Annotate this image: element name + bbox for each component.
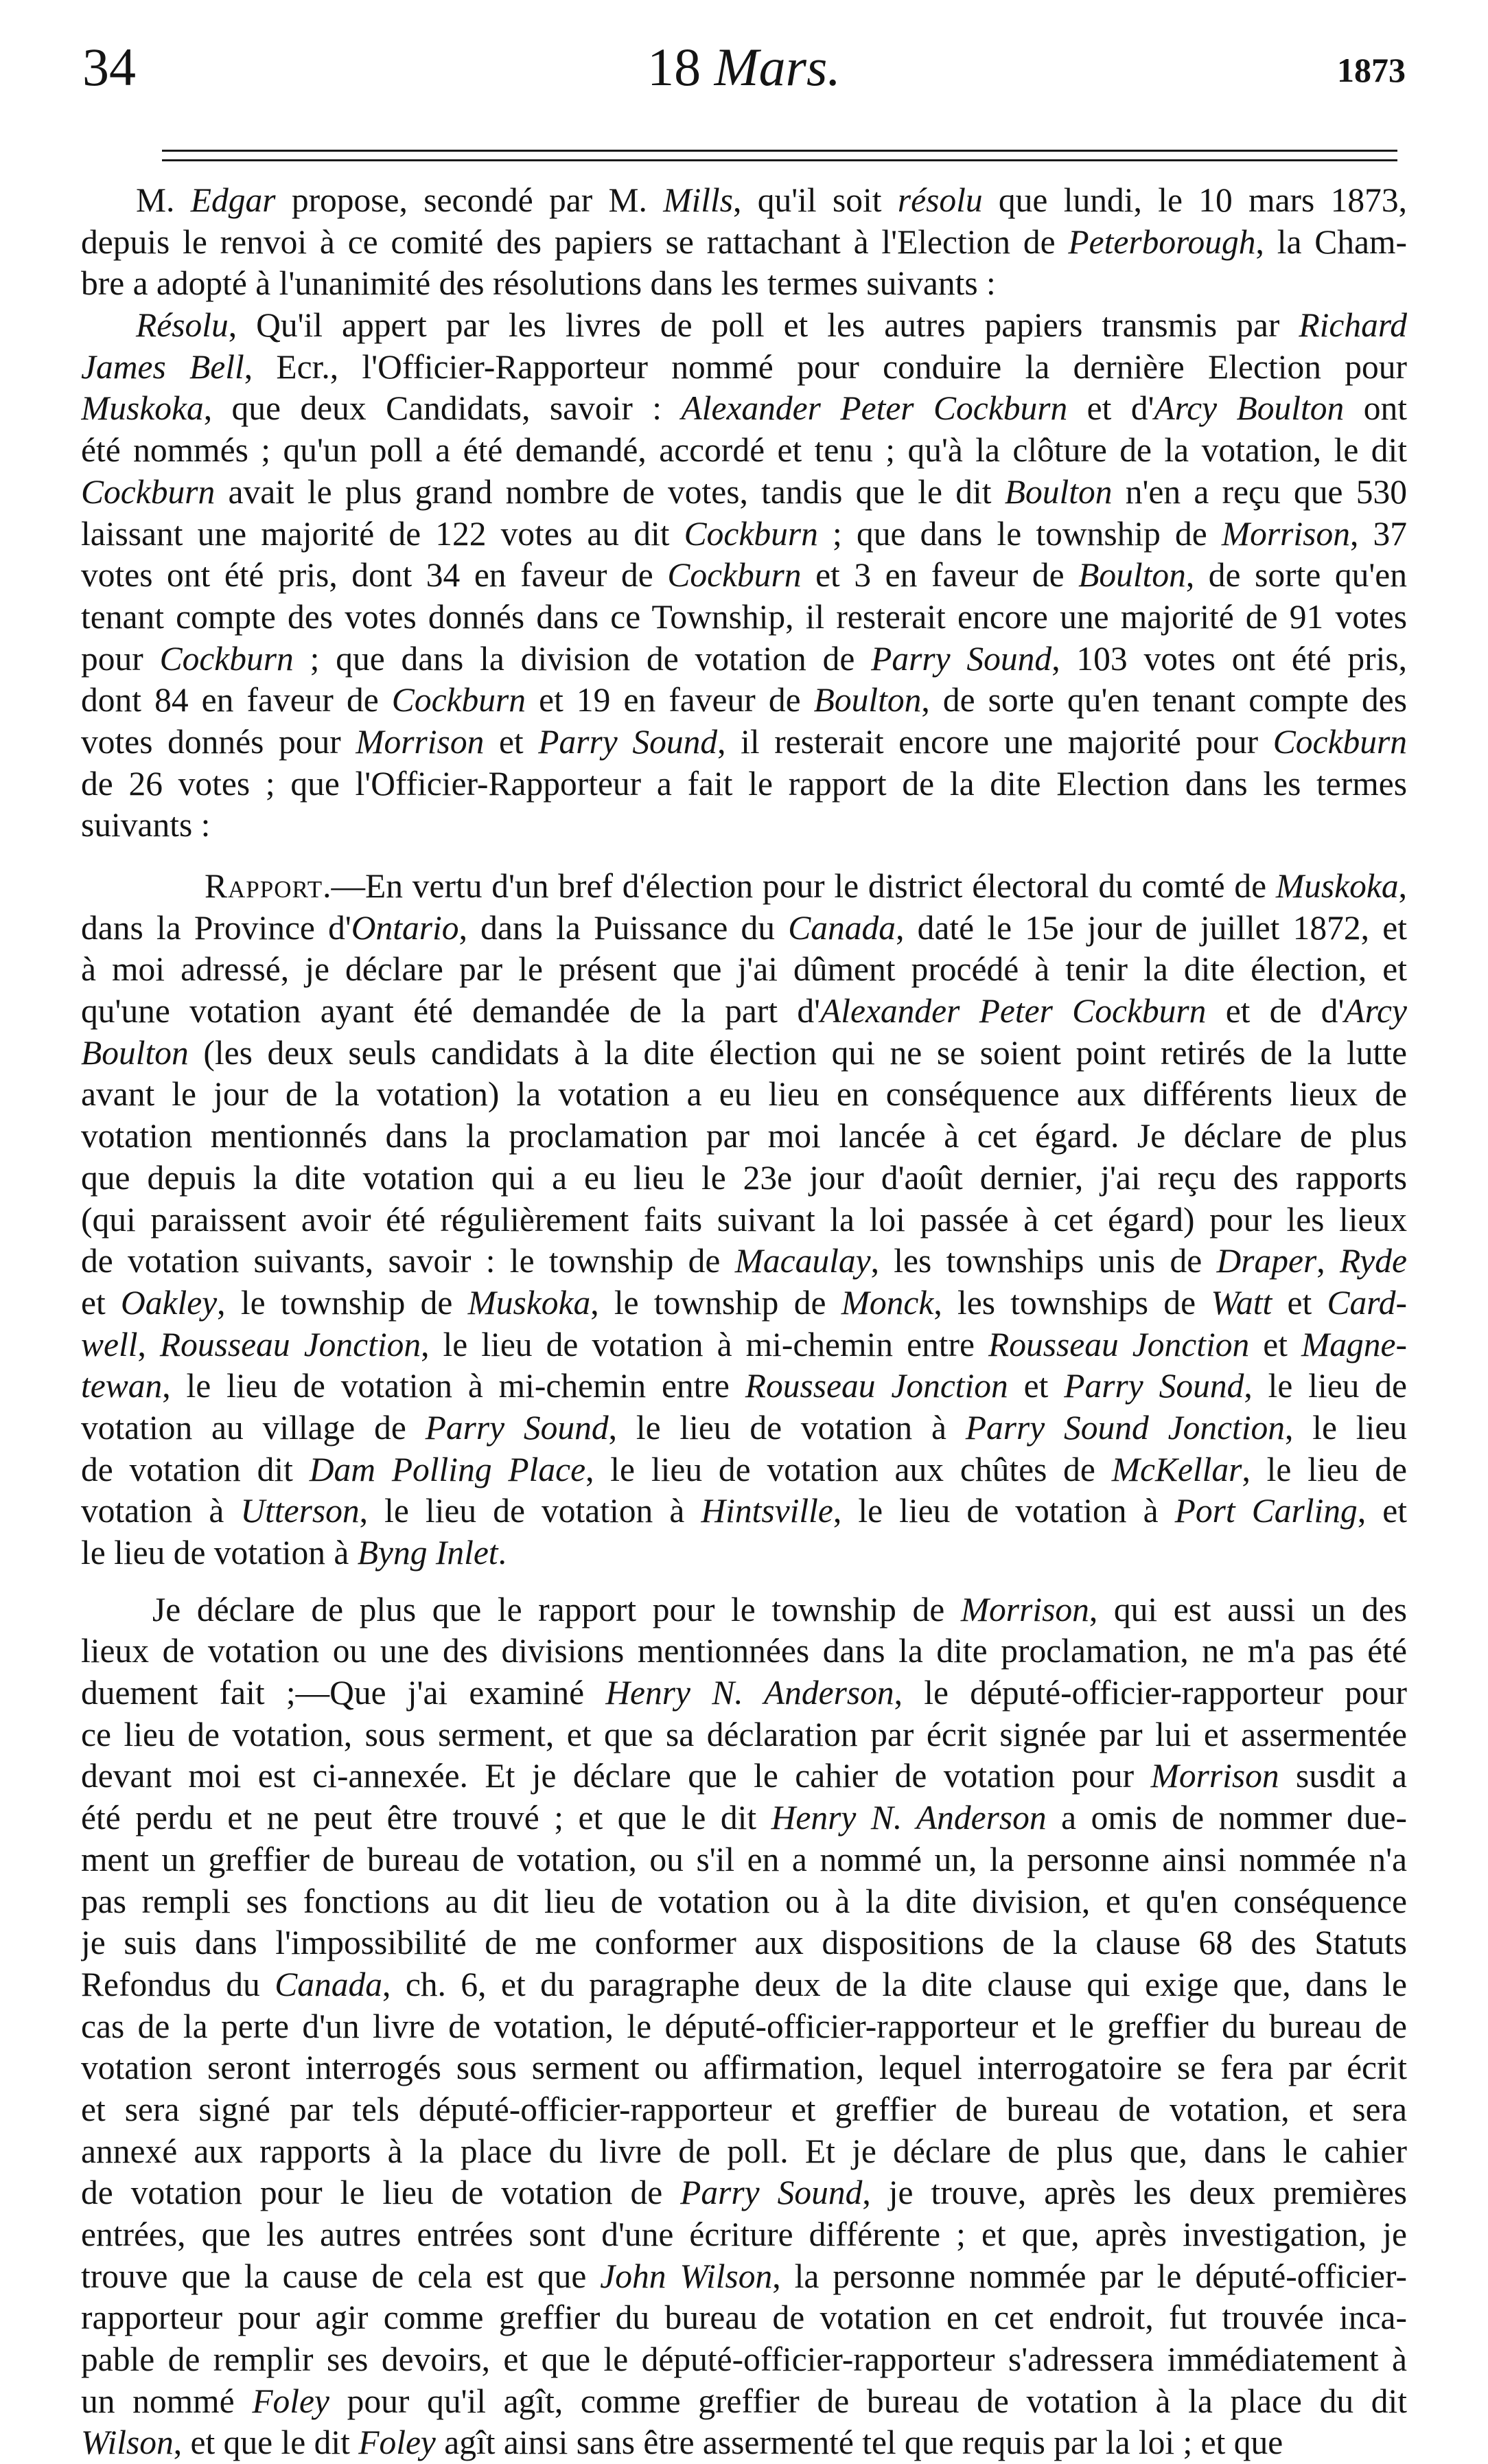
italic-run: Dam Polling Place <box>309 1450 586 1488</box>
text-run: , il resterait encore une majorité pour <box>717 722 1273 761</box>
text-run: , et que le dit <box>173 2423 359 2462</box>
text-run: cas de la perte d'un livre de votation, le député-officier-rapporteur et le greffier du bureau de <box>81 2007 1407 2045</box>
text-run: et <box>1249 1325 1302 1363</box>
text-run: , le lieu de votation à <box>833 1492 1175 1530</box>
text-run: , et <box>1357 1492 1407 1530</box>
text-line <box>81 1714 1407 1756</box>
text-line <box>81 1324 1407 1366</box>
text-run: duement fait ;—Que j'ai examiné <box>81 1674 606 1712</box>
text-run: a omis de nommer due- <box>1046 1799 1407 1837</box>
title-day: 18 <box>647 37 701 97</box>
text-run: , qui est aussi un des <box>1089 1590 1407 1628</box>
italic-run: Cockburn <box>81 472 216 511</box>
text-line <box>81 305 1407 347</box>
text-run: , le lieu de votation à mi-chemin entre <box>162 1367 745 1405</box>
text-run: n'en a reçu que 530 <box>1112 472 1407 511</box>
text-line <box>81 1490 1407 1532</box>
text-run: de votation pour le lieu de votation de <box>81 2174 681 2212</box>
text-line <box>81 1407 1407 1449</box>
text-run: devant moi est ci-annexée. Et je déclare que le cahier de votation pour <box>81 1757 1151 1795</box>
italic-run: Muskoka <box>1275 867 1399 905</box>
italic-run: Boulton <box>1004 472 1113 511</box>
text-line <box>81 866 1407 908</box>
text-run: et de d' <box>1206 992 1345 1030</box>
italic-run: James Bell <box>81 347 244 386</box>
italic-run: Parry Sound <box>425 1408 609 1447</box>
text-line <box>81 1282 1407 1324</box>
text-run: été nommés ; qu'un poll a été demandé, accordé et tenu ; qu'à la clôture de la votation, le dit <box>81 431 1407 470</box>
italic-run: Arcy <box>1344 992 1407 1030</box>
text-line <box>81 2006 1407 2048</box>
text-run: pable de remplir ses devoirs, et que le député-officier-rapporteur s'adressera immédiatement à <box>81 2340 1407 2379</box>
header-rule-top <box>162 150 1397 152</box>
text-run: un nommé <box>81 2382 253 2420</box>
page-body <box>81 180 1407 2464</box>
text-line <box>81 638 1407 680</box>
text-line <box>81 949 1407 991</box>
text-line <box>81 908 1407 949</box>
text-run: tenant compte des votes donnés dans ce Township, il resterait encore une majorité de 91 votes <box>81 597 1407 636</box>
italic-run: Foley <box>252 2382 329 2420</box>
text-run: , le lieu de votation à <box>608 1408 966 1447</box>
text-run: votation seront interrogés sous serment ou affirmation, lequel interrogatoire se fera par écrit <box>81 2049 1407 2087</box>
text-line <box>81 2089 1407 2131</box>
text-run: été perdu et ne peut être trouvé ; et que le dit <box>81 1799 771 1837</box>
text-run: ce lieu de votation, sous serment, et que sa déclaration par écrit signée par lui et assermentée <box>81 1715 1407 1753</box>
text-line <box>81 388 1407 430</box>
title-month: Mars. <box>714 37 841 97</box>
text-run: votes donnés pour <box>81 722 356 761</box>
text-line <box>81 347 1407 389</box>
text-run: rapporteur pour agir comme greffier du bureau de votation en cet endroit, fut trouvée inca- <box>81 2299 1407 2337</box>
page-title <box>82 33 1406 102</box>
text-run: , <box>1316 1242 1340 1280</box>
page-year: 1873 <box>1337 51 1406 89</box>
text-run: , je trouve, après les deux premières <box>862 2174 1407 2212</box>
text-run: , la Cham- <box>1255 222 1407 261</box>
text-run: , Ecr., l'Officier-Rapporteur nommé pour conduire la dernière Election pour <box>244 347 1407 386</box>
text-run: que lundi, le 10 mars 1873, <box>982 181 1407 219</box>
text-run: , les townships unis de <box>870 1242 1217 1280</box>
text-run: qu'une votation ayant été demandée de la part d' <box>81 992 820 1030</box>
text-line <box>81 1672 1407 1714</box>
italic-run: Parry Sound <box>871 639 1052 678</box>
page-number: 34 <box>82 37 136 97</box>
text-line <box>81 1964 1407 2006</box>
text-run: trouve que la cause de cela est que <box>81 2257 601 2295</box>
italic-run: Cockburn <box>684 514 818 553</box>
text-line <box>81 555 1407 597</box>
text-run: Refondus du <box>81 1965 275 2003</box>
text-run: (les deux seuls candidats à la dite élection qui ne se soient point retirés de la lutte <box>188 1033 1407 1072</box>
text-run: , dans la Puissance du <box>458 908 789 947</box>
text-run: , 103 votes ont été pris, <box>1051 639 1407 678</box>
text-run: et 3 en faveur de <box>801 556 1079 595</box>
text-run: votation mentionnés dans la proclamation par moi lancée à cet égard. Je déclare de plus <box>81 1117 1407 1155</box>
italic-run: Morrison <box>960 1590 1089 1628</box>
italic-run: Résolu <box>136 306 229 345</box>
text-run: lieux de votation ou une des divisions mentionnées dans la dite proclamation, ne m'a pas été <box>81 1632 1407 1670</box>
text-run: que depuis la dite votation qui a eu lieu le 23e jour d'août dernier, j'ai reçu des rapports <box>81 1158 1407 1197</box>
italic-run: résolu <box>897 181 983 219</box>
text-run: , 37 <box>1349 514 1407 553</box>
italic-run: Parry Sound <box>538 722 718 761</box>
paragraph-gap <box>81 1574 1407 1589</box>
text-line <box>81 514 1407 555</box>
text-run: , le député-officier-rapporteur pour <box>894 1674 1407 1712</box>
text-run: pour qu'il agît, comme greffier de bureau de votation à la place du dit <box>329 2382 1407 2420</box>
text-run: , de sorte qu'en tenant compte des <box>921 681 1407 719</box>
italic-run: Rousseau Jonction <box>159 1325 421 1363</box>
text-run: suivants : <box>81 806 211 844</box>
italic-run: Ryde <box>1339 1242 1407 1280</box>
text-run: et d' <box>1067 389 1154 428</box>
italic-run: Canada <box>788 908 896 947</box>
text-run: , les townships de <box>933 1283 1211 1322</box>
italic-run: McKellar <box>1111 1450 1242 1488</box>
text-line <box>81 263 1407 305</box>
text-run: , le township de <box>217 1283 468 1322</box>
paragraph-resolution <box>81 305 1407 847</box>
text-run: ; que dans le township de <box>817 514 1222 553</box>
italic-run: Alexander Peter Cockburn <box>681 389 1068 428</box>
text-run: , ch. 6, et du paragraphe deux de la dite clause qui exige que, dans le <box>382 1965 1407 2003</box>
italic-run: Oakley <box>121 1283 218 1322</box>
text-line <box>81 1755 1407 1797</box>
italic-run: Boulton <box>1078 556 1186 595</box>
text-run: et sera signé par tels député-officier-rapporteur et greffier de bureau de votation, et sera <box>81 2090 1407 2128</box>
text-line <box>81 1839 1407 1881</box>
text-run: . <box>498 1534 507 1571</box>
text-line <box>81 2131 1407 2173</box>
italic-run: Morrison <box>1150 1757 1279 1795</box>
text-run: laissant une majorité de 122 votes au dit <box>81 514 684 553</box>
text-run: votation à <box>81 1492 241 1530</box>
text-line <box>81 597 1407 638</box>
text-line <box>81 2339 1407 2381</box>
paragraph-declaration <box>81 1589 1407 2464</box>
italic-run: Foley <box>358 2423 436 2462</box>
text-run: dont 84 en faveur de <box>81 681 392 719</box>
text-run: et 19 en faveur de <box>526 681 814 719</box>
text-run: , qu'il soit <box>733 181 898 219</box>
text-line <box>81 1033 1407 1074</box>
text-run: , le lieu <box>1285 1408 1407 1447</box>
text-line <box>81 1589 1407 1631</box>
text-run: , que deux Candidats, savoir : <box>203 389 682 428</box>
text-run: , le lieu de <box>1244 1367 1407 1405</box>
text-run: agît ainsi sans être assermenté tel que requis par la loi ; et que <box>435 2423 1283 2462</box>
text-run: , le lieu de votation à mi-chemin entre <box>421 1325 989 1363</box>
text-run: ont <box>1344 389 1407 428</box>
italic-run: Watt <box>1211 1283 1272 1322</box>
text-line <box>81 1449 1407 1491</box>
text-run: , <box>1398 867 1407 905</box>
text-line <box>81 2297 1407 2339</box>
text-line <box>81 180 1407 222</box>
text-line <box>81 1881 1407 1923</box>
text-run: propose, secondé par M. <box>275 181 664 219</box>
paragraph-motion <box>81 180 1407 305</box>
text-line <box>81 2172 1407 2214</box>
italic-run: Muskoka <box>81 389 204 428</box>
text-run: , Qu'il appert par les livres de poll et les autres papiers transmis par <box>228 306 1299 345</box>
header-rule-bottom <box>162 159 1397 161</box>
text-run: bre a adopté à l'unanimité des résolutions dans les termes suivants : <box>81 264 996 303</box>
text-run: et <box>1008 1367 1065 1405</box>
text-line <box>81 1797 1407 1839</box>
italic-run: Monck <box>841 1283 934 1322</box>
text-run: votation au village de <box>81 1408 426 1447</box>
italic-run: Henry N. Anderson <box>771 1799 1047 1837</box>
text-line <box>81 722 1407 763</box>
text-line <box>81 1199 1407 1241</box>
text-line <box>81 1074 1407 1116</box>
italic-run: Utterson <box>240 1492 360 1530</box>
text-run: pas rempli ses fonctions au dit lieu de votation ou à la dite division, et qu'en conséquence <box>81 1882 1407 1920</box>
paragraph-gap <box>81 847 1407 866</box>
italic-run: Card- <box>1327 1283 1407 1322</box>
italic-run: Boulton <box>81 1033 189 1072</box>
italic-run: Hintsville <box>701 1492 833 1530</box>
italic-run: Cockburn <box>667 556 802 595</box>
text-run: de votation dit <box>81 1450 310 1488</box>
italic-run: Mills <box>663 181 734 219</box>
text-run: , <box>137 1325 160 1363</box>
italic-run: Canada <box>275 1965 382 2003</box>
italic-run: Rousseau Jonction <box>745 1367 1008 1405</box>
italic-run: Henry N. Anderson <box>605 1674 894 1712</box>
italic-run: Parry Sound Jonction <box>965 1408 1286 1447</box>
italic-run: Rousseau Jonction <box>988 1325 1250 1363</box>
italic-run: Cockburn <box>1272 722 1407 761</box>
text-line <box>81 763 1407 805</box>
text-line <box>81 2047 1407 2089</box>
paragraph-rapport <box>81 866 1407 1574</box>
text-run: dans la Province d' <box>81 908 351 947</box>
text-line <box>81 1922 1407 1964</box>
text-run: ; que dans la division de votation de <box>293 639 872 678</box>
text-line <box>81 805 1407 847</box>
text-run: depuis le renvoi à ce comité des papiers se rattachant à l'Election de <box>81 222 1069 261</box>
text-run: le lieu de votation à <box>81 1534 358 1571</box>
text-run: .—En vertu d'un bref d'élection pour le district électoral du comté de <box>323 867 1276 905</box>
text-run: Je déclare de plus que le rapport pour le township de <box>152 1590 961 1628</box>
italic-run: tewan <box>81 1367 163 1405</box>
text-line <box>81 680 1407 722</box>
text-run: de 26 votes ; que l'Officier-Rapporteur a fait le rapport de la dite Election dans les termes <box>81 764 1407 803</box>
text-run: ment un greffier de bureau de votation, ou s'il en a nommé un, la personne ainsi nommée n'a <box>81 1840 1407 1878</box>
italic-run: Cockburn <box>159 639 294 678</box>
text-run: annexé aux rapports à la place du livre de poll. Et je déclare de plus que, dans le cahier <box>81 2132 1407 2170</box>
text-line <box>81 472 1407 514</box>
italic-run: John Wilson <box>600 2257 773 2295</box>
text-line <box>81 1366 1407 1407</box>
text-line <box>81 1116 1407 1158</box>
text-line <box>81 222 1407 264</box>
italic-run: Byng Inlet <box>357 1534 498 1571</box>
text-run: , le lieu de <box>1242 1450 1407 1488</box>
italic-run: Port Carling <box>1174 1492 1358 1530</box>
text-run: susdit a <box>1279 1757 1407 1795</box>
italic-run: Alexander Peter Cockburn <box>820 992 1207 1030</box>
text-run: (qui paraissent avoir été régulièrement faits suivant la loi passée à cet égard) pour les lieux <box>81 1200 1407 1239</box>
text-line <box>81 1158 1407 1199</box>
text-run: , le lieu de votation à <box>359 1492 701 1530</box>
italic-run: Parry Sound <box>1064 1367 1244 1405</box>
text-line <box>81 2381 1407 2423</box>
text-run: votes ont été pris, dont 34 en faveur de <box>81 556 668 595</box>
italic-run: Macaulay <box>734 1242 871 1280</box>
text-run: avant le jour de la votation) la votation a eu lieu en conséquence aux différents lieux de <box>81 1075 1407 1114</box>
text-run: , le lieu de votation aux chûtes de <box>585 1450 1112 1488</box>
text-run: et <box>81 1283 121 1322</box>
text-line <box>81 2422 1407 2464</box>
italic-run: Peterborough <box>1068 222 1256 261</box>
italic-run: Edgar <box>190 181 276 219</box>
italic-run: Richard <box>1299 306 1407 345</box>
italic-run: Boulton <box>813 681 922 719</box>
text-line <box>81 991 1407 1033</box>
italic-run: Parry Sound <box>680 2174 863 2212</box>
text-run: je suis dans l'impossibilité de me conformer aux dispositions de la clause 68 des Statuts <box>81 1924 1407 1962</box>
text-line <box>81 2256 1407 2298</box>
italic-run: Morrison <box>1221 514 1350 553</box>
italic-run: Ontario <box>351 908 459 947</box>
text-run: de votation suivants, savoir : le township de <box>81 1242 735 1280</box>
text-run: avait le plus grand nombre de votes, tandis que le dit <box>215 472 1005 511</box>
italic-run: Morrison <box>356 722 485 761</box>
text-run: pour <box>81 639 160 678</box>
text-line <box>81 1241 1407 1282</box>
text-line <box>81 430 1407 472</box>
text-run: à moi adressé, je déclare par le présent que j'ai dûment procédé à tenir la dite élection, et <box>81 950 1407 989</box>
italic-run: Arcy Boulton <box>1154 389 1345 428</box>
text-run: entrées, que les autres entrées sont d'une écriture différente ; et que, après investigation, je <box>81 2215 1407 2253</box>
text-line <box>81 1631 1407 1672</box>
text-run: et <box>484 722 539 761</box>
italic-run: Draper <box>1216 1242 1317 1280</box>
text-line <box>81 1532 1407 1574</box>
page-header <box>82 33 1406 108</box>
text-run: , daté le 15e jour de juillet 1872, et <box>896 908 1407 947</box>
italic-run: Wilson <box>81 2423 174 2462</box>
text-run: , la personne nommée par le député-officier- <box>772 2257 1407 2295</box>
italic-run: Muskoka <box>467 1283 591 1322</box>
text-run: et <box>1272 1283 1327 1322</box>
text-run: M. <box>136 181 191 219</box>
italic-run: well <box>81 1325 138 1363</box>
italic-run: Cockburn <box>391 681 526 719</box>
text-run: , le township de <box>590 1283 841 1322</box>
text-line <box>81 2214 1407 2256</box>
text-run: , de sorte qu'en <box>1185 556 1407 595</box>
smallcaps-run: Rapport <box>205 867 323 905</box>
italic-run: Magne- <box>1301 1325 1407 1363</box>
